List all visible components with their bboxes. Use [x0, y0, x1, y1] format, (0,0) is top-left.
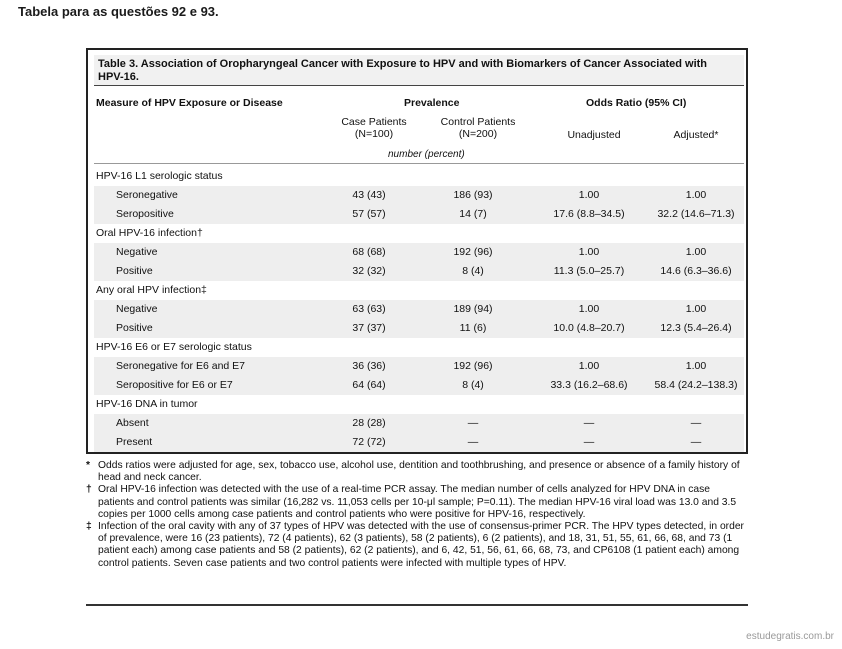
table-row [94, 243, 744, 262]
row-label: Any oral HPV infection‡ [96, 284, 207, 296]
subheader-case-label: Case Patients [341, 116, 407, 128]
table-row [94, 205, 744, 224]
row-label: Positive [116, 265, 153, 277]
cell-odds-adjusted: 32.2 (14.6–71.3) [657, 208, 735, 220]
cell-control-patients: 186 (93) [453, 189, 493, 201]
cell-case-patients: 43 (43) [352, 189, 386, 201]
table-row [94, 319, 744, 338]
footnote-oral-hpv16 [86, 484, 748, 521]
subheader-control [428, 116, 528, 140]
footnote-mark: * [86, 460, 91, 471]
row-label: HPV-16 E6 or E7 serologic status [96, 341, 252, 353]
cell-control-patients: 192 (96) [453, 360, 493, 372]
table-group-row [94, 224, 744, 243]
cell-odds-unadjusted: 17.6 (8.8–34.5) [553, 208, 625, 220]
cell-odds-unadjusted: 1.00 [578, 303, 600, 315]
cell-control-patients: 8 (4) [462, 379, 484, 391]
cell-odds-unadjusted: 1.00 [578, 246, 600, 258]
table-row [94, 262, 744, 281]
cell-odds-adjusted: 14.6 (6.3–36.6) [660, 265, 732, 277]
cell-odds-adjusted: 1.00 [685, 360, 707, 372]
footnote-text: Infection of the oral cavity with any of 37 types of HPV was detected with the use of consensus-primer PCR. The HPV types detected, in order of prevalence, were 16 (23 patients), 72 (4 patients), 62 (3 patients), 58 (2 patients), 6 (2 patients), and 18, 31, 51, 55, 61, 66, 68, and 73 (1 patient each) among case patients and 58 (2 patients), 62 (2 patients), and 6, 42, 51, 56, 61, 66, 68, 73, and CP6108 (1 patient each) among control patients. Seven case patients and two control patients were infected with multiple types of HPV. [98, 521, 744, 569]
table-group-row [94, 281, 744, 300]
cell-odds-unadjusted: — [583, 417, 595, 429]
table-row [94, 357, 744, 376]
table-row [94, 433, 744, 452]
table-row [94, 300, 744, 319]
footnote-any-oral-hpv [86, 521, 748, 570]
row-label: Oral HPV-16 infection† [96, 227, 203, 239]
row-label: Present [116, 436, 153, 448]
col-header-measure: Measure of HPV Exposure or Disease [96, 97, 283, 109]
row-label: Seropositive for E6 or E7 [116, 379, 233, 391]
subheader-control-n: (N=200) [458, 128, 498, 140]
header-divider [94, 163, 744, 164]
table-row [94, 376, 744, 395]
cell-case-patients: 63 (63) [352, 303, 386, 315]
row-label: HPV-16 DNA in tumor [96, 398, 198, 410]
row-label: Absent [116, 417, 149, 429]
subheader-control-label: Control Patients [440, 116, 516, 128]
cell-odds-adjusted: 58.4 (24.2–138.3) [654, 379, 738, 391]
cell-control-patients: 192 (96) [453, 246, 493, 258]
subheader-case-n: (N=100) [354, 128, 394, 140]
subheader-unadjusted: Unadjusted [567, 129, 621, 141]
cell-odds-unadjusted: 1.00 [578, 189, 600, 201]
cell-odds-adjusted: — [690, 436, 702, 448]
cell-odds-unadjusted: 11.3 (5.0–25.7) [553, 265, 625, 277]
table-group-row [94, 395, 744, 414]
cell-case-patients: 37 (37) [352, 322, 386, 334]
cell-case-patients: 57 (57) [352, 208, 386, 220]
cell-odds-unadjusted: 1.00 [578, 360, 600, 372]
table-caption: Table 3. Association of Oropharyngeal Cancer with Exposure to HPV and with Biomarkers of Cancer Associated with HPV-16. [98, 58, 708, 83]
cell-case-patients: 36 (36) [352, 360, 386, 372]
units-label: number (percent) [388, 149, 465, 160]
row-label: Seropositive [116, 208, 174, 220]
footnote-mark: ‡ [86, 521, 92, 533]
row-label: Seronegative [116, 189, 178, 201]
footnote-adjusted [86, 460, 748, 484]
table-row [94, 186, 744, 205]
cell-odds-unadjusted: 33.3 (16.2–68.6) [550, 379, 628, 391]
row-label: Negative [116, 246, 158, 258]
cell-odds-adjusted: 1.00 [685, 189, 707, 201]
col-header-odds-ratio: Odds Ratio (95% CI) [586, 97, 687, 109]
footnote-mark: † [86, 484, 92, 496]
cell-odds-adjusted: — [690, 417, 702, 429]
cell-odds-adjusted: 12.3 (5.4–26.4) [660, 322, 732, 334]
results-table [86, 48, 748, 454]
cell-odds-unadjusted: 10.0 (4.8–20.7) [553, 322, 625, 334]
cell-case-patients: 32 (32) [352, 265, 386, 277]
row-label: HPV-16 L1 serologic status [96, 170, 223, 182]
footnotes [86, 460, 748, 570]
page-heading: Tabela para as questões 92 e 93. [18, 4, 219, 19]
cell-case-patients: 28 (28) [352, 417, 386, 429]
footnote-text: Oral HPV-16 infection was detected with the use of a real-time PCR assay. The median number of cells analyzed for HPV DNA in case patients and control patients was similar (16,282 vs. 11,053 cells per 10-μl sample; P=0.11). The median HPV-16 viral load was 13.0 and 3.5 copies per 1000 cells among case patients and control patients who were positive for HPV-16, respectively. [98, 484, 737, 520]
cell-control-patients: — [467, 417, 479, 429]
cell-case-patients: 72 (72) [352, 436, 386, 448]
footnote-text: Odds ratios were adjusted for age, sex, tobacco use, alcohol use, dentition and toothbrushing, and presence or absence of a family history of head and neck cancer. [98, 460, 740, 484]
row-label: Seronegative for E6 and E7 [116, 360, 246, 372]
row-label: Negative [116, 303, 158, 315]
cell-control-patients: — [467, 436, 479, 448]
cell-control-patients: 11 (6) [459, 322, 487, 334]
cell-control-patients: 189 (94) [453, 303, 493, 315]
cell-case-patients: 68 (68) [352, 246, 386, 258]
watermark: estudegratis.com.br [746, 631, 834, 642]
table-group-row [94, 167, 744, 186]
cell-odds-adjusted: 1.00 [685, 246, 707, 258]
col-header-prevalence: Prevalence [404, 97, 460, 109]
bottom-divider [86, 604, 748, 606]
table-group-row [94, 338, 744, 357]
table-caption-band [94, 55, 744, 86]
cell-control-patients: 8 (4) [462, 265, 484, 277]
subheader-adjusted: Adjusted* [673, 129, 719, 141]
cell-control-patients: 14 (7) [459, 208, 487, 220]
cell-odds-unadjusted: — [583, 436, 595, 448]
cell-case-patients: 64 (64) [352, 379, 386, 391]
row-label: Positive [116, 322, 153, 334]
cell-odds-adjusted: 1.00 [685, 303, 707, 315]
table-row [94, 414, 744, 433]
subheader-case [324, 116, 424, 140]
